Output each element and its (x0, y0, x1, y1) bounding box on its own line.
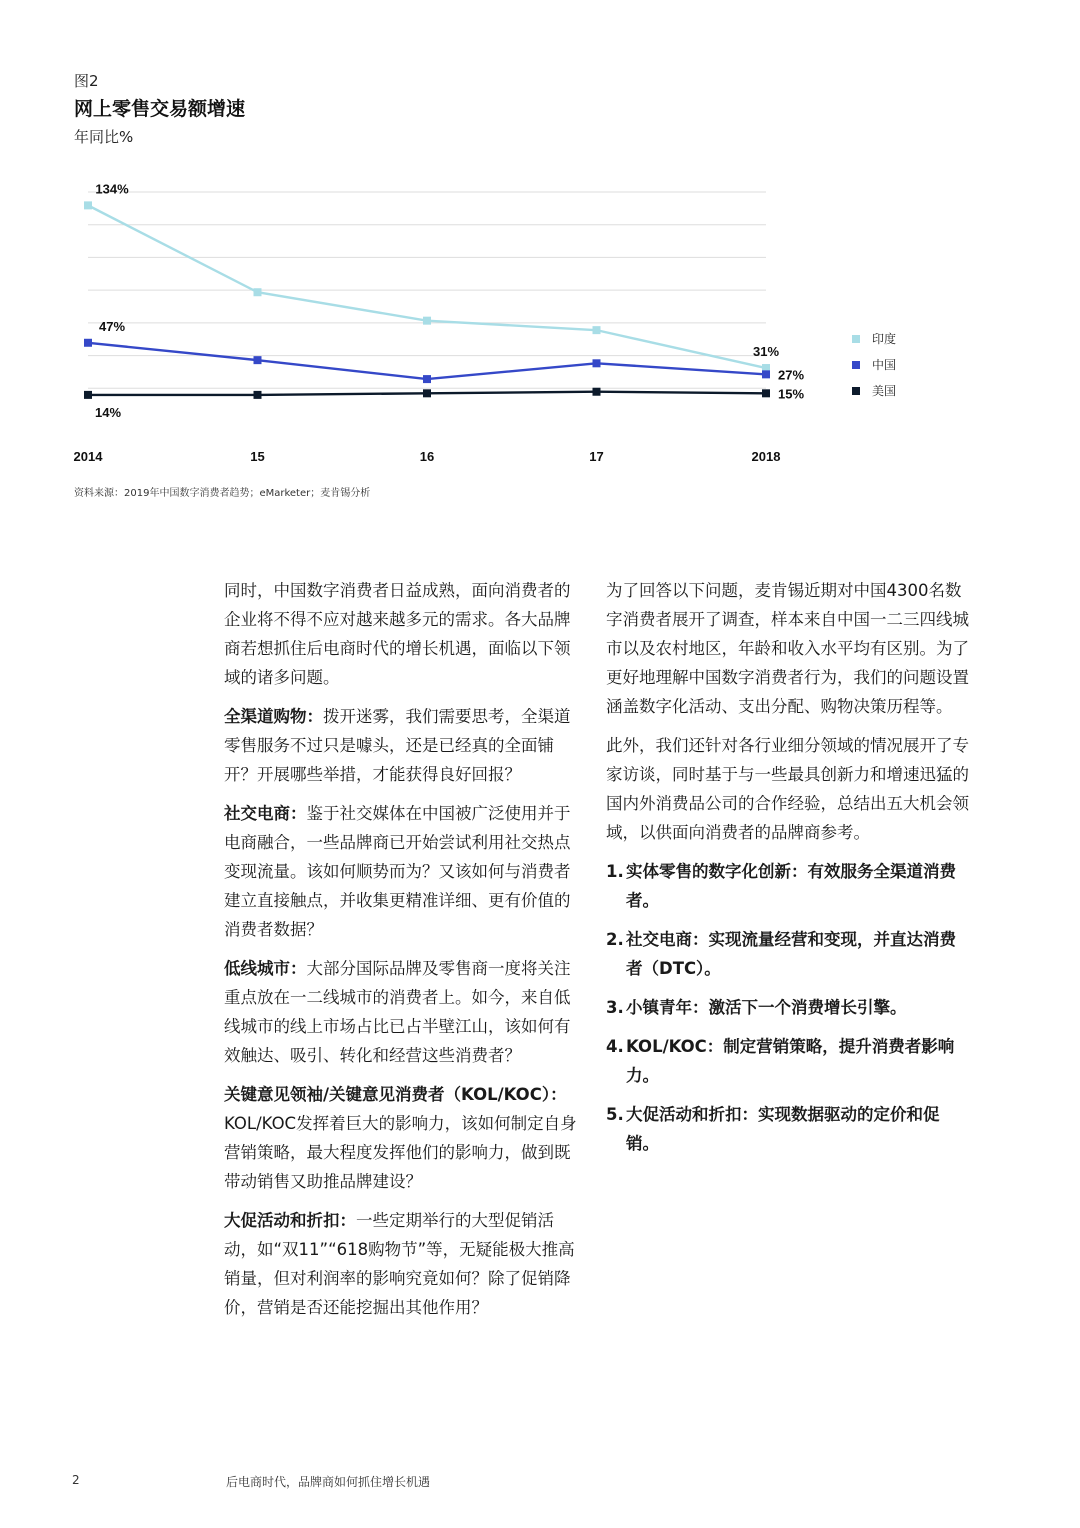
data-point (762, 389, 770, 397)
paragraph: 低线城市：大部分国际品牌及零售商一度将关注重点放在一二线城市的消费者上。如今，来自低线城市的线上市场占比已占半壁江山，该如何有效触达、吸引、转化和经营这些消费者？ (224, 959, 571, 1065)
data-point (84, 339, 92, 347)
list-item: 4. KOL/KOC：制定营销策略，提升消费者影响力。 (606, 1037, 955, 1085)
data-point (254, 391, 262, 399)
legend-swatch (852, 387, 860, 395)
data-point (254, 356, 262, 364)
right-text-column (606, 576, 972, 1168)
x-tick-label: 2018 (751, 449, 781, 464)
data-label: 134% (95, 181, 129, 197)
x-tick-label: 17 (589, 449, 604, 464)
paragraph: 同时，中国数字消费者日益成熟，面向消费者的企业将不得不应对越来越多元的需求。各大品牌商若想抓住后电商时代的增长机遇，面临以下领域的诸多问题。 (224, 581, 571, 687)
data-label: 47% (98, 318, 126, 334)
paragraph: 关键意见领袖/关键意见消费者（KOL/KOC）：KOL/KOC发挥着巨大的影响力，该如何制定自身营销策略，最大程度发挥他们的影响力，做到既带动销售又助推品牌建设？ (224, 1085, 577, 1191)
data-label: 15% (778, 386, 805, 402)
legend-label: 美国 (872, 384, 897, 398)
paragraph: 为了回答以下问题，麦肯锡近期对中国4300名数字消费者展开了调查，样本来自中国一二三四线城市以及农村地区，年龄和收入水平均有区别。为了更好地理解中国数字消费者行为，我们的问题设置涵盖数字化活动、支出分配、购物决策历程等。 (606, 581, 969, 716)
figure-subtitle: 年同比% (74, 128, 134, 146)
paragraph: 全渠道购物：拨开迷雾，我们需要思考，全渠道零售服务不过只是噱头，还是已经真的全面铺开？开展哪些举措，才能获得良好回报？ (224, 707, 571, 784)
paragraph: 社交电商：鉴于社交媒体在中国被广泛使用并于电商融合，一些品牌商已开始尝试利用社交热点变现流量。该如何顺势而为？又该如何与消费者建立直接触点，并收集更精准详细、更有价值的消费者数据？ (224, 804, 571, 939)
opportunity-list (606, 857, 972, 1158)
figure-label: 图2 (74, 72, 99, 90)
growth-line-chart (60, 170, 960, 470)
legend-label: 印度 (872, 332, 897, 346)
list-item: 2. 社交电商：实现流量经营和变现，并直达消费者（DTC）。 (606, 930, 956, 978)
data-point (84, 391, 92, 399)
left-text-column (224, 576, 586, 1332)
data-label: 31% (752, 344, 780, 360)
list-item: 5. 大促活动和折扣：实现数据驱动的定价和促销。 (606, 1105, 940, 1153)
legend-swatch (852, 335, 860, 343)
footer-title: 后电商时代，品牌商如何抓住增长机遇 (226, 1475, 431, 1489)
paragraph: 大促活动和折扣：一些定期举行的大型促销活动，如“双11”“618购物节”等，无疑能极大推高销量，但对利润率的影响究竟如何？除了促销降价，营销是否还能挖掘出其他作用？ (224, 1211, 575, 1317)
series-line (88, 205, 766, 368)
data-point (423, 375, 431, 383)
data-point (593, 359, 601, 367)
legend-label: 中国 (872, 358, 897, 372)
data-point (423, 389, 431, 397)
x-tick-label: 15 (250, 449, 265, 464)
series-line (88, 343, 766, 379)
data-point (762, 370, 770, 378)
paragraph: 此外，我们还针对各行业细分领域的情况展开了专家访谈，同时基于与一些最具创新力和增速迅猛的国内外消费品公司的合作经验，总结出五大机会领域，以供面向消费者的品牌商参考。 (606, 736, 969, 842)
list-item: 1. 实体零售的数字化创新：有效服务全渠道消费者。 (606, 862, 956, 910)
list-item: 3. 小镇青年：激活下一个消费增长引擎。 (606, 998, 907, 1017)
page-number: 2 (72, 1473, 80, 1487)
data-label: 27% (778, 367, 805, 383)
figure-title: 网上零售交易额增速 (74, 98, 246, 120)
data-point (423, 317, 431, 325)
x-tick-label: 2014 (73, 449, 103, 464)
x-tick-label: 16 (419, 449, 435, 464)
data-point (593, 326, 601, 334)
data-label: 14% (94, 404, 122, 420)
legend-swatch (852, 361, 860, 369)
data-point (593, 388, 601, 396)
data-point (84, 201, 92, 209)
data-point (254, 288, 262, 296)
figure-source: 资料来源：2019年中国数字消费者趋势；eMarketer；麦肯锡分析 (74, 488, 371, 499)
